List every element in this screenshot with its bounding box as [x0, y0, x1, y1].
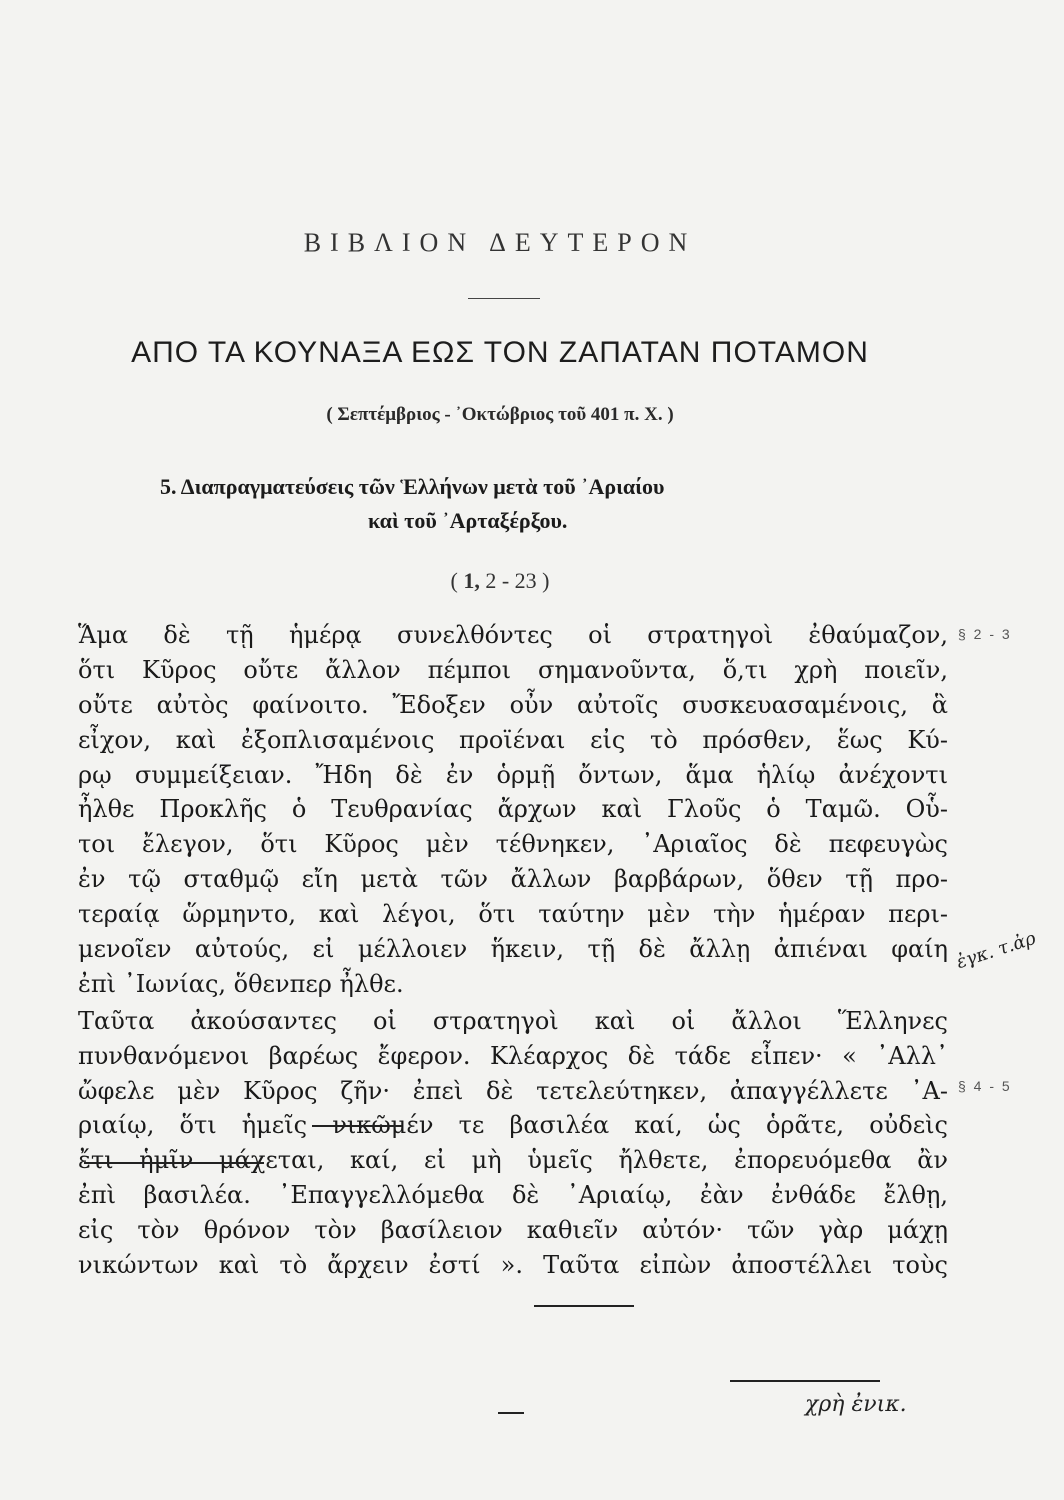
- book-title: ΒΙΒΛΙΟΝ ΔΕΥΤΕΡΟΝ: [303, 228, 697, 257]
- passage-reference: [0, 568, 1000, 594]
- text-line: εἶχον, καὶ ἐξοπλισαμένοις προϊέναι εἰς τὸ πρόσθεν, ἕως Κύ-: [78, 725, 948, 754]
- text-line: νικώντων καὶ τὸ ἄρχειν ἐστί ». Ταῦτα εἰπὼν ἀποστέλλει τοὺς: [78, 1251, 948, 1280]
- text-line: ἐπὶ ᾿Ιωνίας, ὅθενπερ ἦλθε.: [78, 969, 404, 998]
- text-line: ἐν τῷ σταθμῷ εἴη μετὰ τῶν ἄλλων βαρβάρων, ὅθεν τῇ προ-: [78, 865, 948, 894]
- margin-reference-1: § 2 - 3: [958, 626, 1012, 642]
- pencil-underline: [84, 1162, 264, 1164]
- handwritten-bottom-note: χρὴ ἐνικ.: [805, 1392, 907, 1417]
- text-line: τοι ἔλεγον, ὅτι Κῦρος μὲν τέθνηκεν, ᾿Αριαῖος δὲ πεφευγὼς: [78, 830, 948, 859]
- text-line: ἦλθε Προκλῆς ὁ Τευθρανίας ἄρχων καὶ Γλοῦς ὁ Ταμῶ. Οὗ-: [78, 795, 948, 824]
- reference-range: 2 - 23 ): [479, 568, 550, 593]
- text-line: ἐπὶ βασιλέα. ᾿Επαγγελλόμεθα δὲ ᾿Αριαίῳ, ἐὰν ἐνθάδε ἔλθῃ,: [78, 1181, 948, 1210]
- text-line: Ταῦτα ἀκούσαντες οἱ στρατηγοὶ καὶ οἱ ἄλλοι Ἕλληνες: [78, 1006, 948, 1035]
- text-line: ὅτι Κῦρος οὔτε ἄλλον πέμποι σημανοῦντα, ὅ,τι χρὴ ποιεῖν,: [78, 655, 948, 684]
- pencil-underline: [534, 1305, 634, 1307]
- text-line: πυνθανόμενοι βαρέως ἔφερον. Κλέαρχος δὲ τάδε εἶπεν· « ᾿Αλλ᾿: [78, 1041, 948, 1070]
- pencil-mark: [498, 1412, 524, 1414]
- section-heading-line-2: καὶ τοῦ ᾿Αρταξέρξου.: [368, 508, 568, 533]
- pencil-underline: [730, 1380, 880, 1382]
- text-line: ὤφελε μὲν Κῦρος ζῆν· ἐπεὶ δὲ τετελεύτηκεν, ἀπαγγέλλετε ᾿Α-: [78, 1076, 948, 1105]
- text-line: ριαίῳ, ὅτι ἡμεῖς νικῶμέν τε βασιλέα καί, ὡς ὁρᾶτε, οὐδεὶς: [78, 1111, 948, 1140]
- section-heading-line-1: 5. Διαπραγματεύσεις τῶν Ἑλλήνων μετὰ τοῦ ᾿Αριαίου: [160, 474, 665, 499]
- text-line: εἰς τὸν θρόνον τὸν βασίλειον καθιεῖν αὐτόν· τῶν γὰρ μάχῃ: [78, 1216, 948, 1245]
- text-line: ρῳ συμμείξειαν. Ἤδη δὲ ἐν ὁρμῇ ὄντων, ἅμα ἡλίῳ ἀνέχοντι: [78, 760, 948, 789]
- text-line: Ἅμα δὲ τῇ ἡμέρᾳ συνελθόντες οἱ στρατηγοὶ ἐθαύμαζον,: [78, 621, 948, 649]
- text-line: ἔτι ἡμῖν μάχεται, καί, εἰ μὴ ὑμεῖς ἤλθετε, ἐπορευόμεθα ἂν: [78, 1146, 948, 1175]
- paragraph-2: [78, 1004, 948, 1283]
- reference-book: 1,: [463, 568, 480, 593]
- section-heading: [160, 470, 860, 538]
- margin-reference-2: § 4 - 5: [958, 1078, 1012, 1094]
- text-line: οὔτε αὐτὸς φαίνοιτο. Ἔδοξεν οὖν αὐτοῖς συσκευασαμένοις, ἃ: [78, 690, 948, 719]
- pencil-underline: [312, 1125, 402, 1127]
- date-range: ( Σεπτέμβριος - ᾿Οκτώβριος τοῦ 401 π. Χ. ): [326, 404, 674, 425]
- title-divider: [468, 298, 540, 299]
- chapter-subtitle: ΑΠΟ ΤΑ ΚΟΥΝΑΞΑ ΕΩΣ ΤΟΝ ΖΑΠΑΤΑΝ ΠΟΤΑΜΟΝ: [131, 336, 869, 369]
- greek-text: [78, 618, 948, 1283]
- text-line: τεραίᾳ ὥρμηντο, καὶ λέγοι, ὅτι ταύτην μὲν τὴν ἡμέραν περι-: [78, 900, 948, 929]
- text-line: μενοῖεν αὐτούς, εἰ μέλλοιεν ἥκειν, τῇ δὲ ἄλλῃ ἀπιέναι φαίη: [78, 935, 948, 964]
- paragraph-1: [78, 618, 948, 1002]
- handwritten-margin-note: ἐγκ. τ.ἀρ: [953, 927, 1039, 974]
- reference-open: (: [450, 568, 464, 593]
